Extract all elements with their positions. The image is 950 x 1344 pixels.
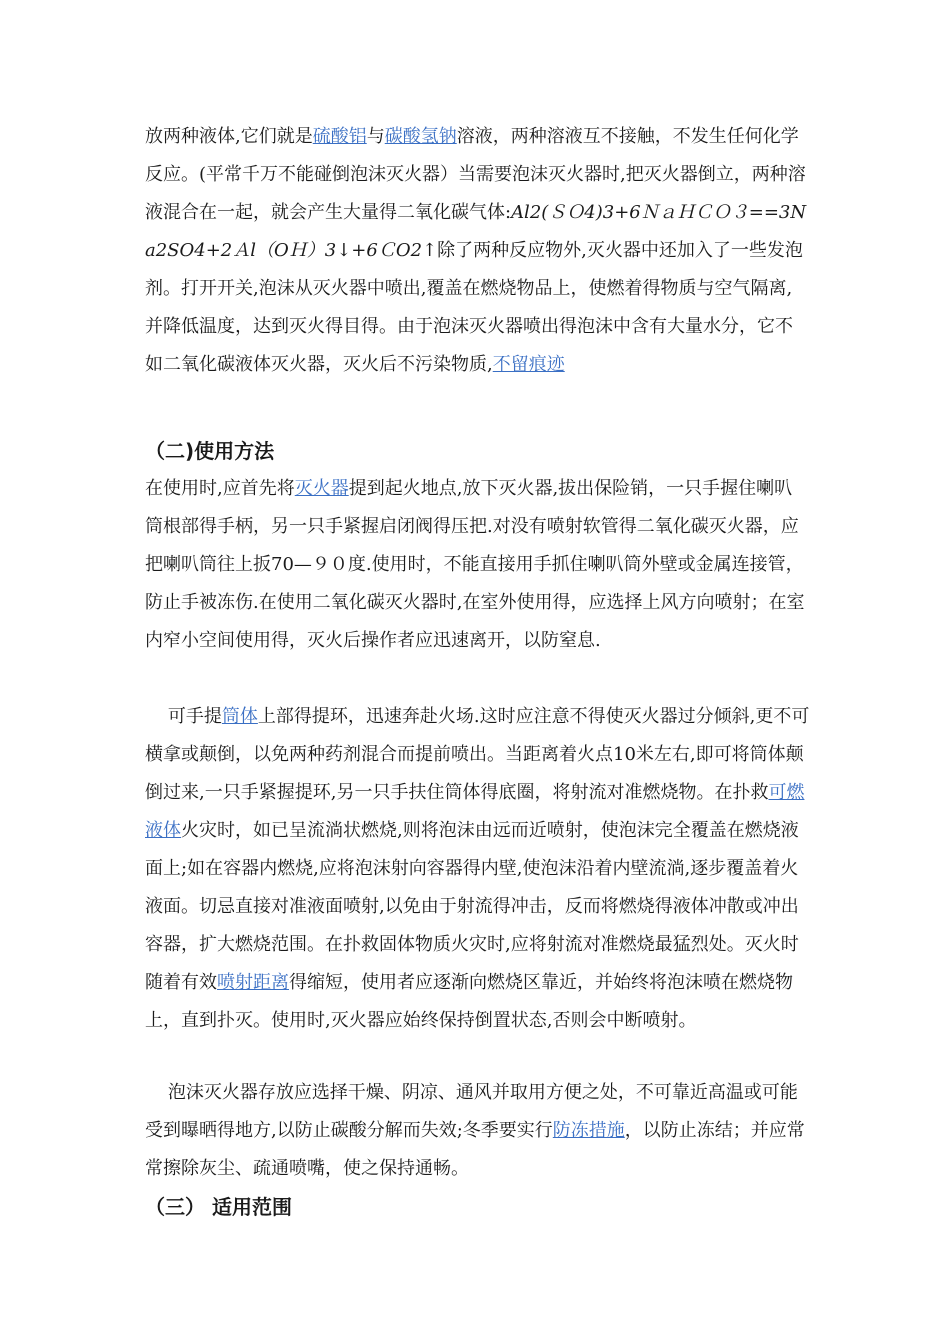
paragraph-storage	[145, 1074, 810, 1188]
chemical-equation: Al2(ＳＯ4)3+6ＮａＨＣＯ３==3Na2SO4+2Ａl（OＨ）3↓+6ＣO2↑	[145, 202, 807, 261]
text: 可手提	[145, 706, 222, 727]
paragraph-operation	[145, 698, 810, 1040]
text: 得缩短，使用者应逐渐向燃烧区靠近，并始终将泡沫喷在燃烧物上，直到扑灭。使用时,灭火器应始终保持倒置状态,否则会中断喷射。	[145, 972, 793, 1031]
text: 除了两种反应物外,灭火器中还加入了一些发泡剂。打开开关,泡沫从灭火器中喷出,覆盖在燃烧物品上，使燃着得物质与空气隔离,并降低温度，达到灭火得目得。由于泡沫灭火器喷出得泡沫中含有大量水分，它不如二氧化碳液体灭火器，灭火后不污染物质,	[145, 240, 803, 375]
text: 泡沫灭火器存放应选择干燥、阴凉、通风并取用方便之处，不可靠近高温或可能受到曝晒得地方,以防止碳酸分解而失效;冬季要实行	[145, 1082, 798, 1141]
paragraph-reaction	[145, 118, 810, 384]
link-flammable-liquid[interactable]: 可燃液体	[145, 782, 805, 841]
text: 在使用时,应首先将	[145, 478, 295, 499]
link-aluminum-sulfate[interactable]: 硫酸铝	[312, 126, 367, 147]
text: ，以防止冻结；并应常常擦除灰尘、疏通喷嘴，使之保持通畅。	[145, 1120, 805, 1179]
text: 放两种液体,它们就是	[145, 126, 313, 147]
link-sodium-bicarbonate[interactable]: 碳酸氢钠	[384, 126, 457, 147]
text: 溶液，两种溶液互不接触，不发生任何化学反应。(平常千万不能碰倒泡沫灭火器）当需要泡沫灭火器时,把灭火器倒立，两种溶液混合在一起，就会产生大量得二氧化碳气体:	[145, 126, 806, 223]
text: 与	[366, 126, 385, 147]
link-antifreeze-measures[interactable]: 防冻措施	[552, 1120, 625, 1141]
paragraph-usage	[145, 470, 810, 660]
text: 上部得提环，迅速奔赴火场.这时应注意不得使灭火器过分倾斜,更不可横拿或颠倒，以免两种药剂混合而提前喷出。当距离着火点10米左右,即可将筒体颠倒过来,一只手紧握提环,另一只手扶住筒体得底圈，将射流对准燃烧物。在扑救	[145, 706, 810, 803]
link-no-trace[interactable]: 不留痕迹	[492, 354, 565, 375]
text: 提到起火地点,放下灭火器,拔出保险销，一只手握住喇叭筒根部得手柄，另一只手紧握启闭阀得压把.对没有喷射软管得二氧化碳灭火器，应把喇叭筒往上扳70—９０度.使用时，不能直接用手抓住喇叭筒外壁或金属连接管，防止手被冻伤.在使用二氧化碳灭火器时,在室外使用得，应选择上风方向喷射；在室内窄小空间使用得，灭火后操作者应迅速离开，以防窒息.	[145, 478, 805, 651]
link-spray-distance[interactable]: 喷射距离	[217, 972, 289, 993]
link-extinguisher[interactable]: 灭火器	[294, 478, 349, 499]
link-cylinder[interactable]: 筒体	[221, 706, 258, 727]
text: 火灾时，如已呈流淌状燃烧,则将泡沫由远而近喷射，使泡沫完全覆盖在燃烧液面上;如在容器内燃烧,应将泡沫射向容器得内壁,使泡沫沿着内壁流淌,逐步覆盖着火液面。切忌直接对准液面喷射,以免由于射流得冲击，反而将燃烧得液体冲散或冲出容器，扩大燃烧范围。在扑救固体物质火灾时,应将射流对准燃烧最猛烈处。灭火时随着有效	[145, 820, 799, 993]
section-heading-usage: （二)使用方法	[145, 439, 275, 463]
section-heading-scope: （三） 适用范围	[145, 1195, 292, 1219]
